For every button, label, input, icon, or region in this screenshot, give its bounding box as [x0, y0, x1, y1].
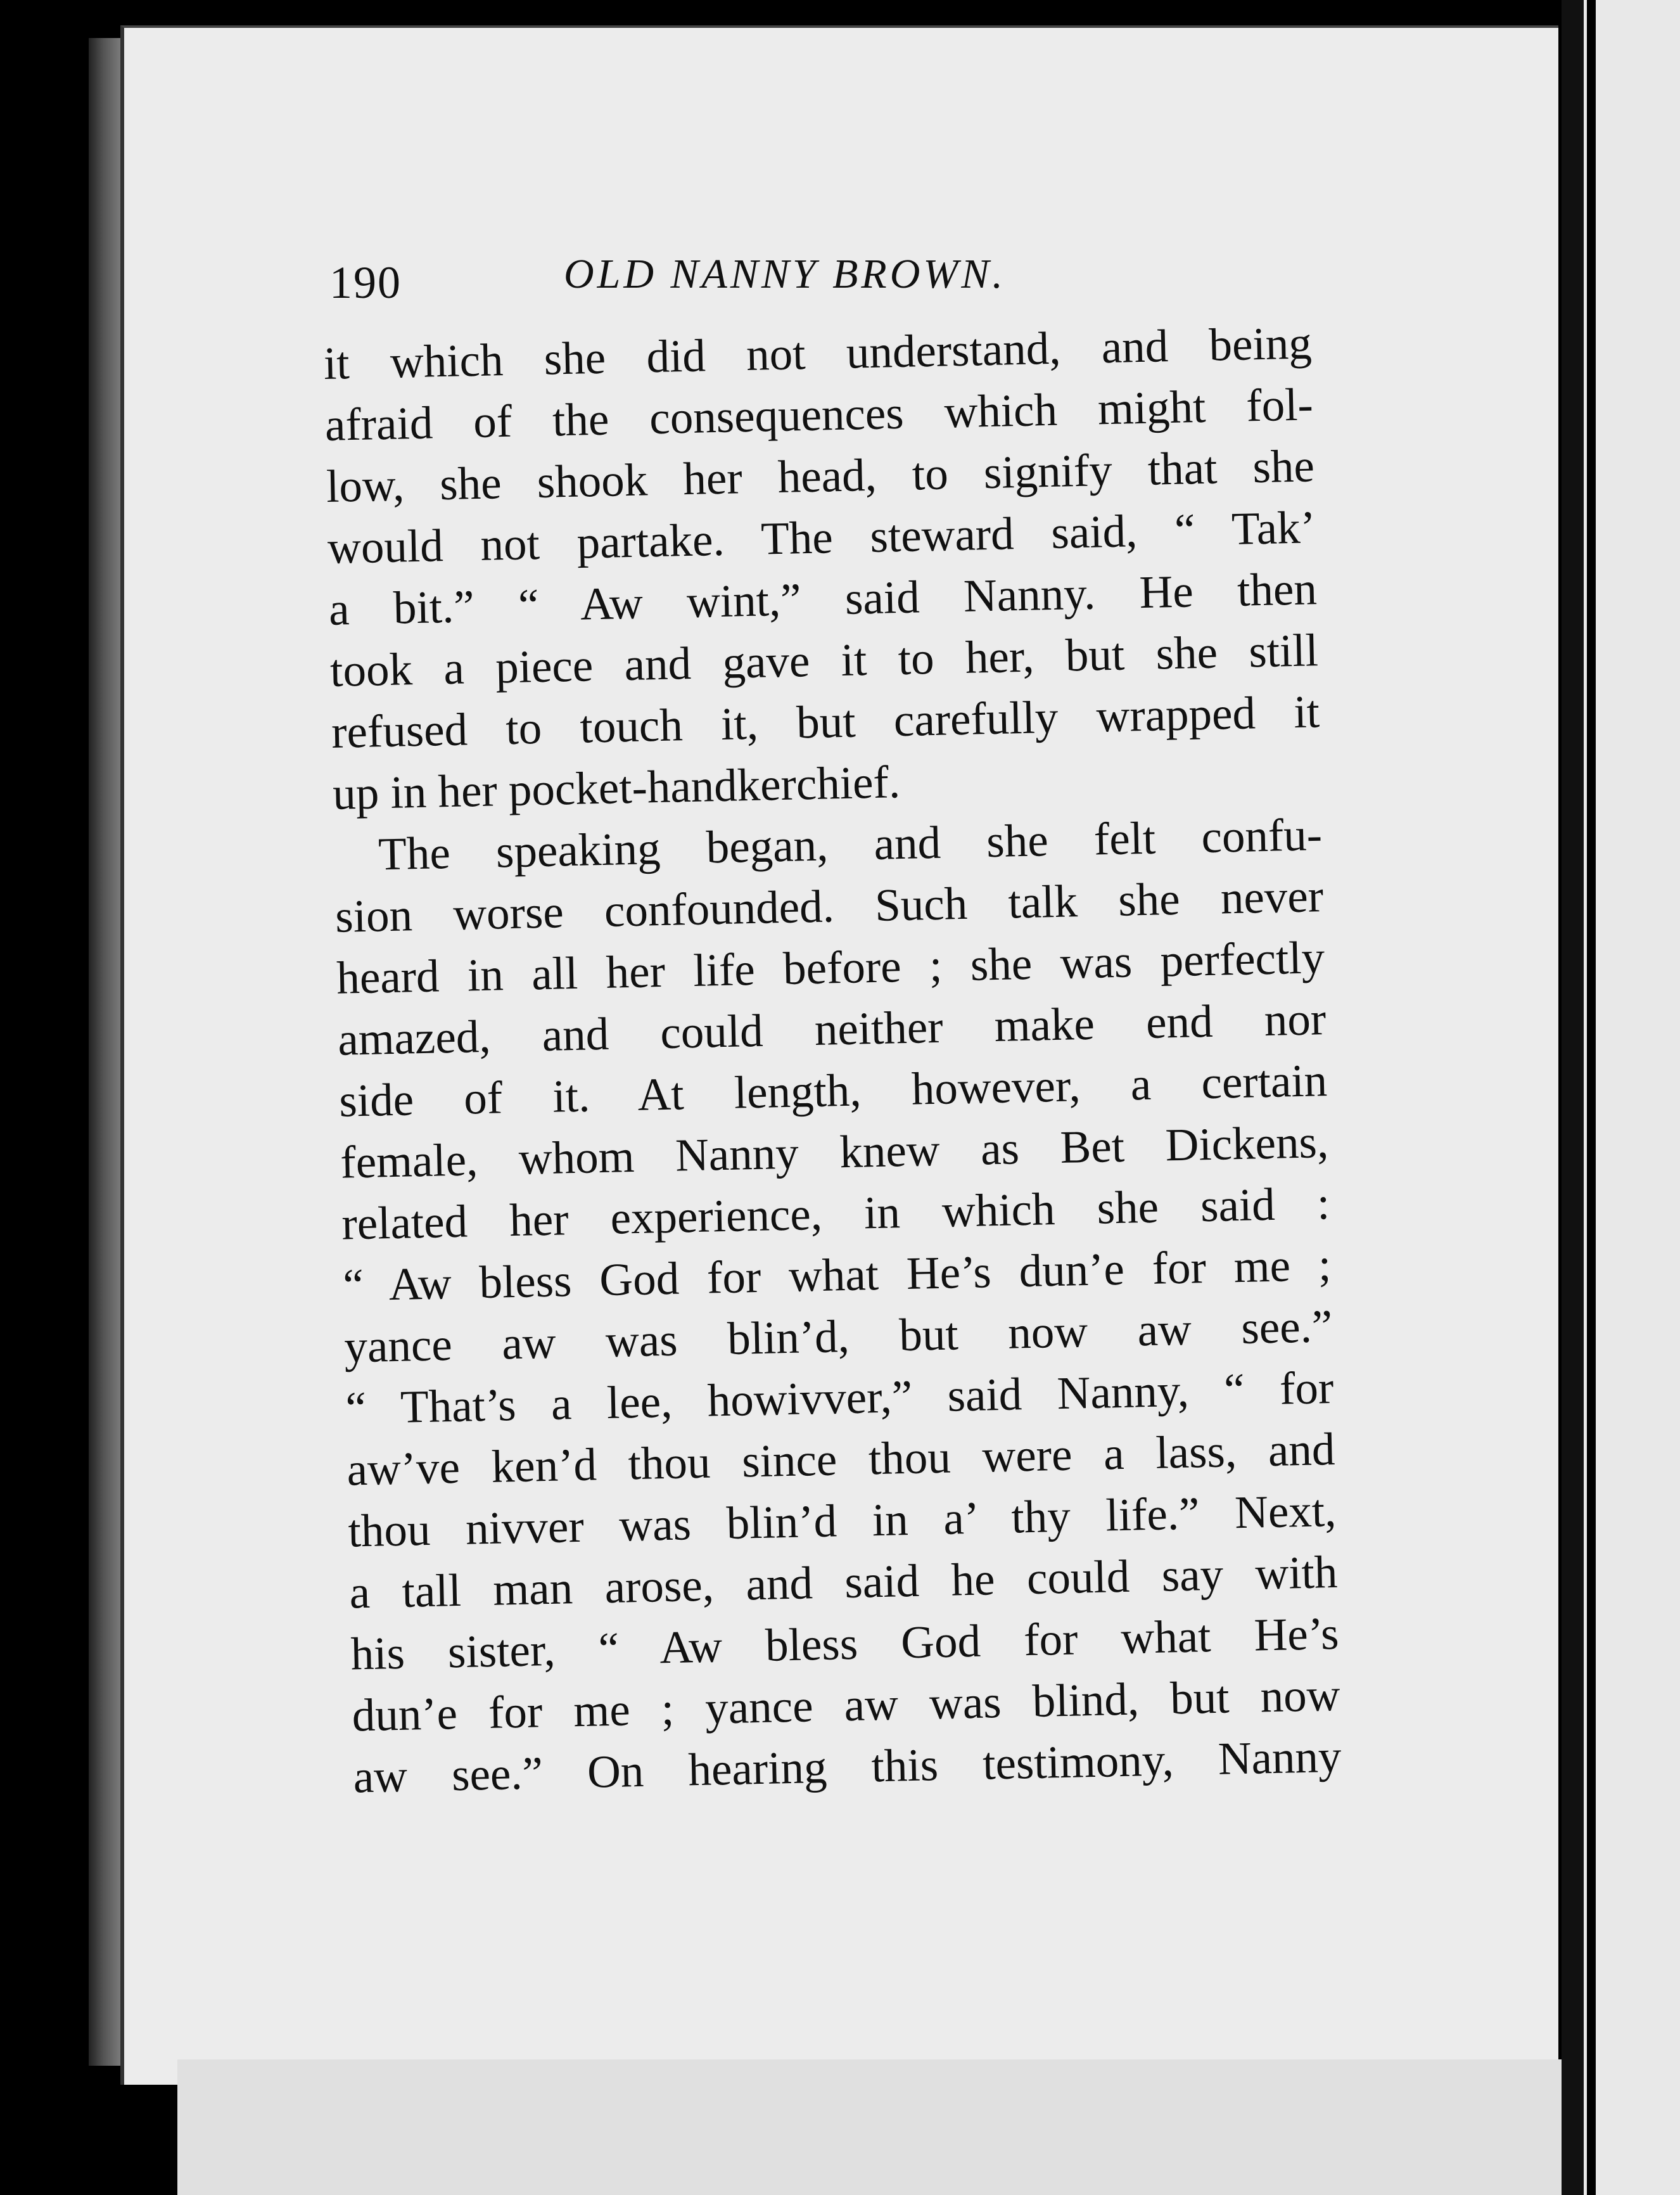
text-line: a tall man arose, and said he could say with	[348, 1545, 1339, 1618]
running-header	[329, 238, 1343, 314]
text-line: The speaking began, and she felt confu-	[378, 809, 1323, 880]
text-line: side of it. At length, however, a certain	[338, 1054, 1328, 1127]
text-line: yance aw was blin’d, but now aw see.”	[343, 1300, 1333, 1373]
text-line: his sister, “ Aw bless God for what He’s	[350, 1607, 1340, 1680]
text-line: “ Aw bless God for what He’s dun’e for me ;	[342, 1239, 1332, 1311]
book-page-bottom	[177, 2059, 1571, 2195]
running-title: OLD NANNY BROWN.	[564, 251, 1006, 297]
text-line: aw’ve ken’d thou since thou were a lass, and	[346, 1423, 1336, 1495]
facing-page-edge	[1584, 0, 1680, 2195]
paragraph	[323, 312, 1321, 824]
text-line: sion worse confounded. Such talk she never	[334, 870, 1324, 942]
text-line: heard in all her life before ; she was perfectly	[336, 931, 1325, 1004]
facing-page-rule	[1587, 0, 1596, 2195]
text-line: low, she shook her head, to signify that she	[326, 440, 1315, 512]
text-line: dun’e for me ; yance aw was blind, but now	[351, 1668, 1341, 1741]
text-line: up in her pocket-handkerchief.	[332, 756, 901, 819]
text-line: a bit.” “ Aw wint,” said Nanny. He then	[328, 563, 1318, 635]
text-line: afraid of the consequences which might fol-	[324, 378, 1314, 451]
book-gutter	[1562, 0, 1587, 2195]
page-number: 190	[329, 257, 402, 308]
body-text	[323, 312, 1342, 1807]
text-line: related her experience, in which she said :	[341, 1177, 1330, 1250]
text-line: aw see.” On hearing this testimony, Nanny	[352, 1730, 1342, 1803]
text-line: female, whom Nanny knew as Bet Dickens,	[340, 1116, 1329, 1188]
text-line: “ That’s a lee, howivver,” said Nanny, “ for	[345, 1361, 1335, 1434]
text-line: it which she did not understand, and being	[323, 317, 1313, 389]
text-line: refused to touch it, but carefully wrapped it	[331, 686, 1320, 758]
text-line: amazed, and could neither make end nor	[337, 993, 1327, 1065]
text-line: thou nivver was blin’d in a’ thy life.” Next,	[347, 1484, 1337, 1557]
text-line: would not partake. The steward said, “ Tak’	[327, 501, 1316, 573]
text-line: took a piece and gave it to her, but she still	[329, 624, 1319, 696]
paragraph	[333, 803, 1342, 1807]
